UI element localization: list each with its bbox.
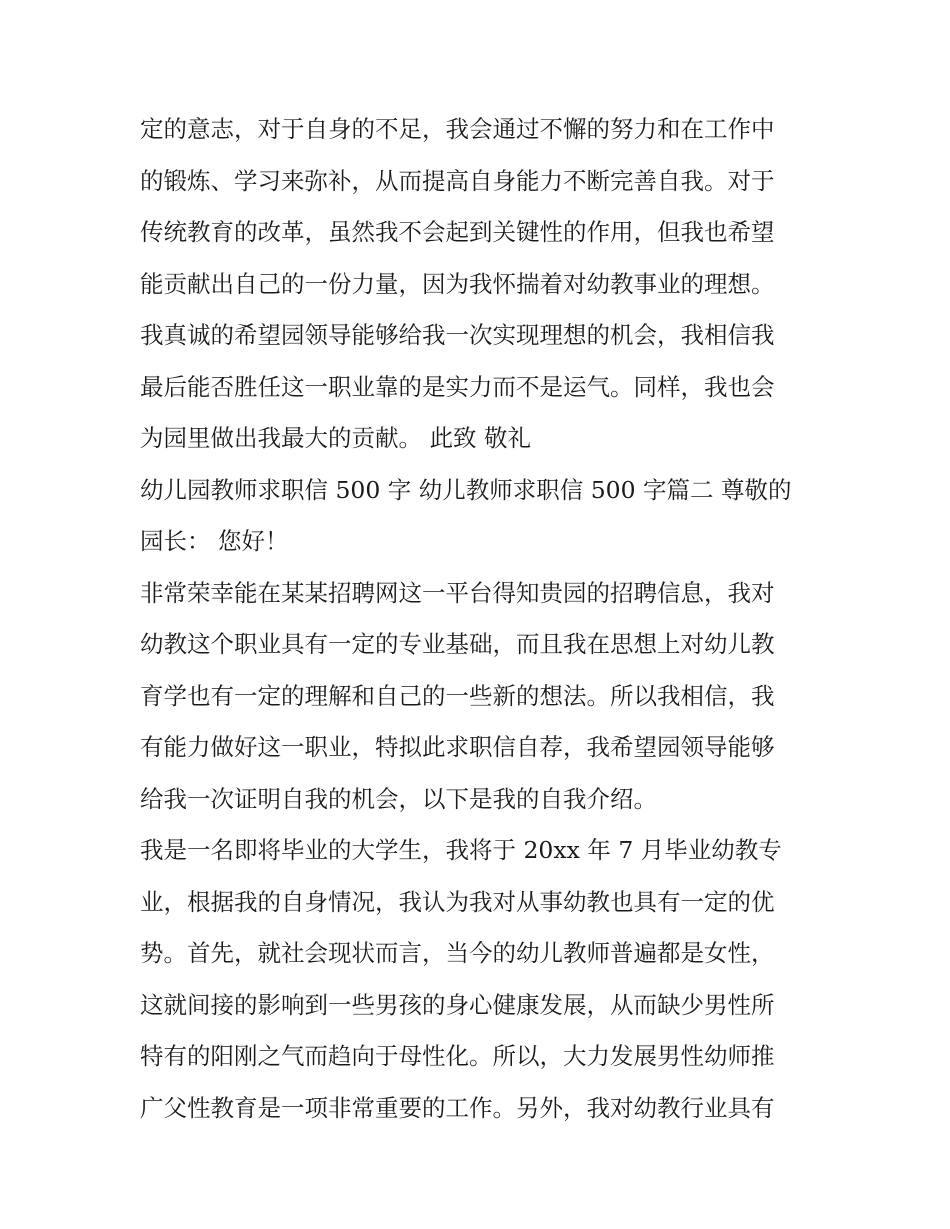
- text-line: 我是一名即将毕业的大学生，我将于 20xx 年 7 月毕业幼教专: [140, 836, 782, 864]
- section-heading-line: 幼儿园教师求职信 500 字 幼儿教师求职信 500 字篇二 尊敬的: [140, 475, 792, 504]
- text-line: 能贡献出自己的一份力量，因为我怀揣着对幼教事业的理想。: [140, 269, 775, 298]
- text-line: 广父性教育是一项非常重要的工作。另外，我对幼教行业具有: [140, 1093, 775, 1122]
- text-line: 为园里做出我最大的贡献。 此致 敬礼: [140, 424, 531, 452]
- text-line: 最后能否胜任这一职业靠的是实力而不是运气。同样，我也会: [140, 372, 775, 401]
- text-line: 传统教育的改革，虽然我不会起到关键性的作用，但我也希望: [140, 218, 775, 246]
- salutation-line: 园长： 您好！: [140, 527, 289, 555]
- text-line: 育学也有一定的理解和自己的一些新的想法。所以我相信，我: [140, 681, 775, 710]
- text-line: 这就间接的影响到一些男孩的身心健康发展，从而缺少男性所: [140, 990, 775, 1019]
- text-line: 势。首先，就社会现状而言，当今的幼儿教师普遍都是女性，: [140, 939, 775, 967]
- text-line: 的锻炼、学习来弥补，从而提高自身能力不断完善自我。对于: [140, 166, 775, 195]
- text-line: 非常荣幸能在某某招聘网这一平台得知贵园的招聘信息，我对: [140, 578, 775, 607]
- text-line: 幼教这个职业具有一定的专业基础，而且我在思想上对幼儿教: [140, 630, 775, 658]
- text-line: 我真诚的希望园领导能够给我一次实现理想的机会，我相信我: [140, 321, 775, 349]
- text-line: 有能力做好这一职业，特拟此求职信自荐，我希望园领导能够: [140, 733, 775, 761]
- text-line: 业，根据我的自身情况，我认为我对从事幼教也具有一定的优: [140, 887, 775, 916]
- text-line: 定的意志，对于自身的不足，我会通过不懈的努力和在工作中: [140, 115, 775, 143]
- document-body: [140, 104, 820, 1134]
- text-line: 特有的阳刚之气而趋向于母性化。所以，大力发展男性幼师推: [140, 1042, 775, 1070]
- text-line: 给我一次证明自我的机会，以下是我的自我介绍。: [140, 784, 657, 813]
